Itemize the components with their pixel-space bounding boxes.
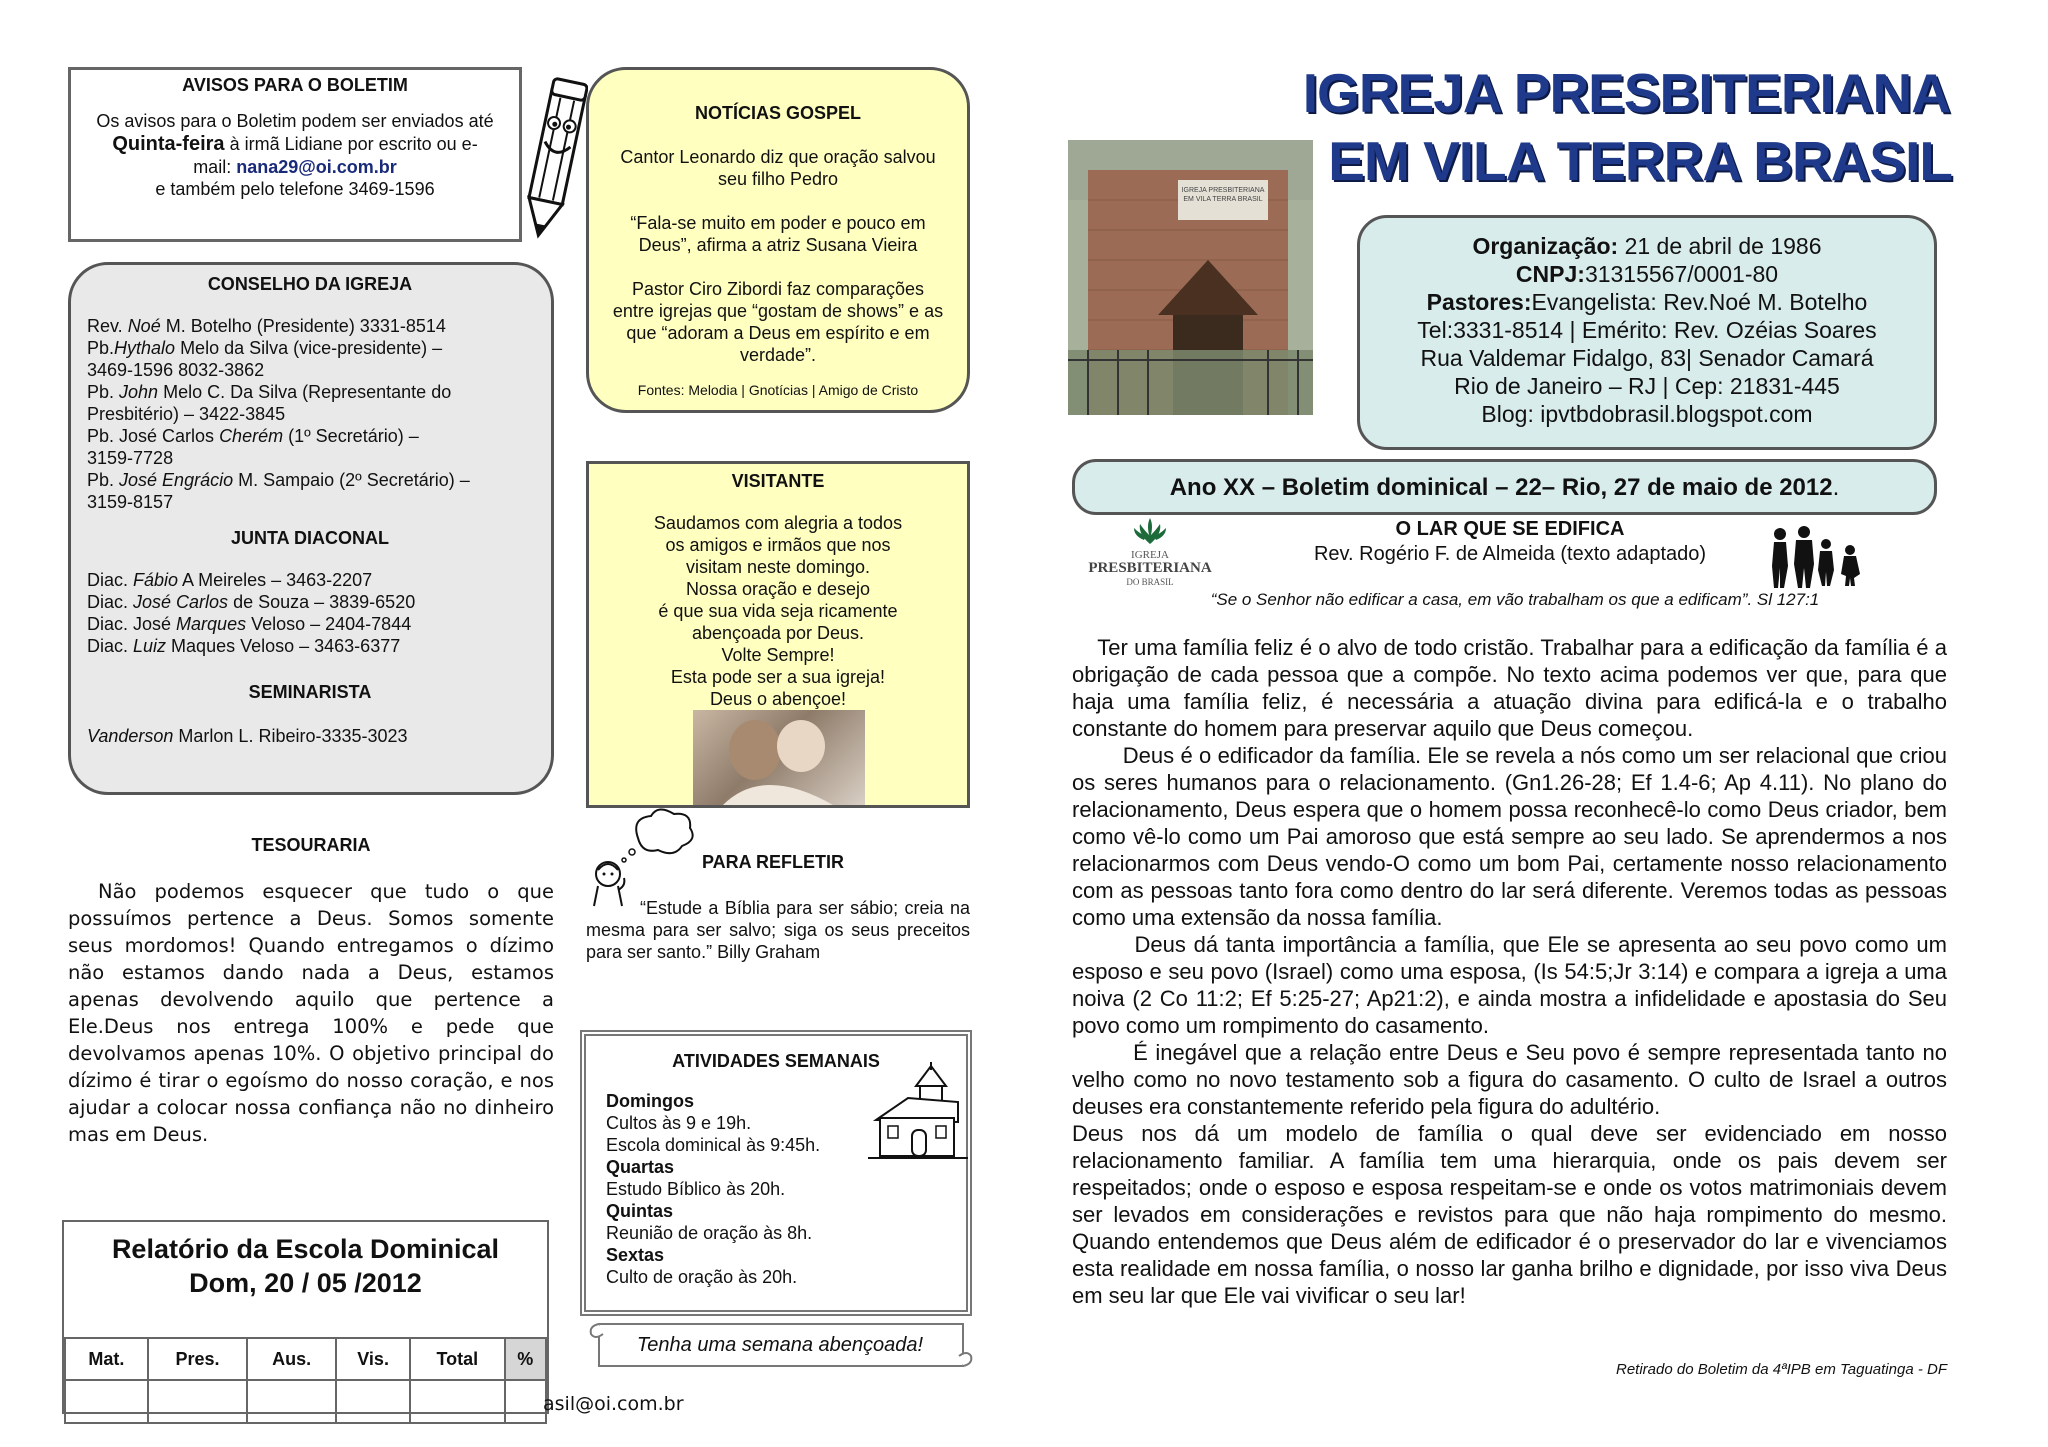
church-title-line1: IGREJA PRESBITERIANA — [1302, 62, 1950, 124]
conselho-member-name-italic: Noé — [127, 316, 161, 336]
cnpj-label: CNPJ: — [1515, 261, 1585, 287]
conselho-member-line-text: 3159-7728 — [87, 448, 174, 468]
visitante-line: Deus o abençoe! — [709, 689, 847, 709]
visitante-line: abençoada por Deus. — [691, 623, 865, 643]
conselho-member-line — [87, 403, 533, 425]
relatorio-empty-cell[interactable] — [336, 1380, 410, 1423]
hug-photo — [693, 710, 865, 805]
atividades-day: Quartas — [606, 1157, 675, 1177]
article-body — [1072, 634, 1954, 1309]
atividades-title: ATIVIDADES SEMANAIS — [672, 1051, 880, 1071]
relatorio-column-header: Mat. — [65, 1338, 148, 1380]
relatorio-empty-cell[interactable] — [247, 1380, 336, 1423]
avisos-line1: Os avisos para o Boletim podem ser enviados até — [96, 111, 494, 131]
atividades-box — [580, 1030, 972, 1316]
pastores-value: Evangelista: Rev.Noé M. Botelho — [1531, 289, 1868, 315]
relatorio-column-header: Total — [410, 1338, 505, 1380]
conselho-member-line-rest: (1º Secretário) – — [283, 426, 419, 446]
relatorio-title: Relatório da Escola Dominical — [111, 1234, 500, 1264]
noticias-title: NOTÍCIAS GOSPEL — [694, 103, 862, 123]
info-city: Rio de Janeiro – RJ | Cep: 21831-445 — [1454, 373, 1840, 399]
conselho-member-line — [87, 337, 533, 359]
junta-member-line — [87, 569, 533, 591]
tesouraria-title: TESOURARIA — [251, 835, 371, 855]
conselho-member-line — [87, 491, 533, 513]
conselho-member-line-text: Rev. — [87, 316, 128, 336]
junta-member-line-text: Diac. — [87, 592, 134, 612]
visitante-line: Esta pode ser a sua igreja! — [670, 667, 886, 687]
conselho-member-line-text: Pb. — [87, 470, 120, 490]
relatorio-empty-row — [65, 1380, 546, 1423]
visitante-line: Volte Sempre! — [721, 645, 835, 665]
junta-member-line-rest: Maques Veloso – 3463-6377 — [166, 636, 401, 656]
visitante-line: Nossa oração e desejo — [685, 579, 871, 599]
avisos-email-link[interactable]: nana29@oi.com.br — [236, 157, 397, 177]
ipb-logo — [1088, 516, 1212, 590]
relatorio-column-header: Vis. — [336, 1338, 410, 1380]
scroll-banner — [585, 1318, 975, 1374]
conselho-member-line — [87, 381, 533, 403]
atividades-day: Sextas — [606, 1245, 665, 1265]
church-photo — [1068, 140, 1313, 415]
atividades-item: Estudo Bíblico às 20h. — [606, 1179, 786, 1199]
info-blog-link[interactable]: Blog: ipvtbdobrasil.blogspot.com — [1481, 401, 1813, 427]
article-paragraph: Deus nos dá um modelo de família o qual deve ser evidenciado em nosso relacionamento familiar. A família tem uma hierarquia, onde os pais devem ser respeitados; onde o esposo e esposa respeitam-se e onde os votos matrimoniais devem ser levados em considerações e revistos para que não haja rompimento do mesmo. Quando entendemos que Deus além de edificador é o preservador do lar e vivenciamos esta realidade em nossa família, o nosso lar ganha brilho e dignidade, por isso viva Deus em seu lar que Ele vai vivificar o seu lar! — [1072, 1121, 1954, 1308]
family-silhouette-icon — [1762, 526, 1870, 588]
conselho-member-name-italic: Hythalo — [114, 338, 176, 358]
visitante-message — [589, 512, 967, 710]
conselho-member-line-text: Pb. — [87, 382, 120, 402]
noticias-box — [586, 67, 970, 413]
conselho-member-name-italic: José Engrácio — [119, 470, 234, 490]
relatorio-column-header: Aus. — [247, 1338, 336, 1380]
thinking-person-icon — [586, 808, 696, 908]
atividades-item: Escola dominical às 9:45h. — [606, 1135, 821, 1155]
visitante-line: é que sua vida seja ricamente — [658, 601, 898, 621]
relatorio-date: Dom, 20 / 05 /2012 — [189, 1268, 422, 1298]
junta-member-line-rest: A Meireles – 3463-2207 — [178, 570, 373, 590]
logo-line2: PRESBITERIANA — [1088, 560, 1212, 576]
church-info-box — [1357, 215, 1937, 450]
org-value: 21 de abril de 1986 — [1618, 233, 1822, 259]
atividades-item: Reunião de oração às 8h. — [606, 1223, 813, 1243]
conselho-member-line-text: Pb. José Carlos — [87, 426, 220, 446]
junta-title: JUNTA DIACONAL — [231, 528, 389, 548]
junta-members-list — [87, 569, 533, 657]
footer-email-fragment: asil@oi.com.br — [543, 1393, 684, 1415]
atividades-day: Domingos — [606, 1091, 694, 1111]
atividades-day: Quintas — [606, 1201, 674, 1221]
relatorio-empty-cell[interactable] — [148, 1380, 247, 1423]
conselho-member-line-rest: Melo C. Da Silva (Representante do — [158, 382, 452, 402]
atividades-item: Culto de oração às 20h. — [606, 1267, 798, 1287]
conselho-member-line-text: 3469-1596 8032-3862 — [87, 360, 265, 380]
relatorio-empty-cell[interactable] — [410, 1380, 505, 1423]
conselho-member-line — [87, 447, 533, 469]
relatorio-column-header: Pres. — [148, 1338, 247, 1380]
edition-text: Ano XX – Boletim dominical – 22– Rio, 27 de maio de 2012 — [1169, 474, 1833, 501]
noticias-item-1: Cantor Leonardo diz que oração salvou seu filho Pedro — [620, 147, 936, 189]
junta-member-line — [87, 591, 533, 613]
relatorio-column-header: % — [505, 1338, 546, 1380]
logo-line1: IGREJA — [1131, 549, 1169, 561]
avisos-line3: e também pelo telefone 3469-1596 — [155, 179, 435, 199]
noticias-item-3: Pastor Ciro Zibordi faz comparações entre igrejas que “gostam de shows” e as que “adoram a Deus em espírito e em verdade”. — [612, 279, 944, 365]
conselho-member-line-rest: M. Sampaio (2º Secretário) – — [233, 470, 470, 490]
church-sign-text: IGREJA PRESBITERIANA EM VILA TERRA BRASIL — [1181, 187, 1265, 203]
junta-member-line-rest: Veloso – 2404-7844 — [246, 614, 412, 634]
article-paragraph: Deus dá tanta importância a família, que Ele se apresenta ao seu povo como um esposo e seu povo (Israel) como uma esposa, (Is 54:5;Jr 3:14) e compara a igreja a uma noiva (2 Co 11:2; Ef 5:25-27; Ap21:2), e ainda mostra a infidelidade e apostasia do Seu povo como um rompimento do casamento. — [1072, 932, 1954, 1038]
conselho-member-line-text: Pb. — [87, 338, 115, 358]
article-paragraph: Ter uma família feliz é o alvo de todo cristão. Trabalhar para a edificação da família é a obrigação de cada pessoa que a compõe. No texto acima podemos ver que, para que haja uma família feliz, é necessária a atuação divina para edificá-la e o trabalho constante do homem para preservar aquilo que Deus começou. — [1072, 635, 1954, 741]
article-title: O LAR QUE SE EDIFICA — [1395, 518, 1625, 540]
refletir-text: “Estude a Bíblia para ser sábio; creia na mesma para ser salvo; siga os seus preceitos para ser santo.” Billy Graham — [586, 898, 970, 962]
bush-logo-icon — [1088, 516, 1212, 546]
info-tel: Tel:3331-8514 | Emérito: Rev. Ozéias Soares — [1417, 317, 1877, 343]
info-address: Rua Valdemar Fidalgo, 83| Senador Camará — [1420, 345, 1874, 371]
article-author: Rev. Rogério F. de Almeida (texto adaptado) — [1313, 543, 1707, 565]
logo-line3: DO BRASIL — [1126, 577, 1174, 587]
visitante-line: Saudamos com alegria a todos — [653, 513, 903, 533]
visitante-line: os amigos e irmãos que nos — [665, 535, 891, 555]
avisos-weekday: Quinta-feira — [112, 133, 225, 155]
junta-member-line-rest: de Souza – 3839-6520 — [228, 592, 416, 612]
seminarista-name-italic: Vanderson — [87, 726, 174, 746]
junta-member-name-italic: Luiz — [133, 636, 167, 656]
seminarista-title: SEMINARISTA — [248, 682, 372, 702]
article-paragraph: Deus é o edificador da família. Ele se revela a nós como um ser relacional que criou os seres humanos para o relacionamento. (Gn1.26-28; Ef 1.4-6; Ap 4.11). No plano do relacionamento, Deus espera que o homem possa reconhecê-lo como Deus criador, bem como vê-lo como um Pai amoroso que está sempre ao seu lado. Se aprendermos a nos relacionarmos com Deus vendo-O como um bom Pai, certamente nosso relacionamento com as pessoas tanto fora como dentro do lar será diferente. Veremos todas as pessoas como uma extensão da nossa família. — [1072, 743, 1954, 930]
org-label: Organização: — [1472, 233, 1619, 259]
conselho-member-line-text: Presbitério) – 3422-3845 — [87, 404, 286, 424]
relatorio-empty-cell[interactable] — [505, 1380, 546, 1423]
relatorio-header-row — [65, 1338, 546, 1380]
article-epigraph: “Se o Senhor não edificar a casa, em vão trabalham os que a edificam”. Sl 127:1 — [1210, 590, 1820, 609]
tesouraria-text: Não podemos esquecer que tudo o que possuímos pertence a Deus. Somos somente seus mordomos! Quando entregamos o dízimo não estamos dando nada a Deus, estamos apenas devolvendo aquilo que pertence a Ele.Deus nos entrega 100% e pede que devolvamos apenas 10%. O objetivo principal do dízimo é tirar o egoísmo do nosso coração, e nos ajudar a colocar nossa confiança não no dinheiro mas em Deus. — [68, 880, 554, 1146]
conselho-members-list — [87, 315, 533, 513]
visitante-title: VISITANTE — [731, 471, 825, 491]
conselho-member-line-rest: M. Botelho (Presidente) 3331-8514 — [160, 316, 446, 336]
junta-member-line-text: Diac. — [87, 570, 134, 590]
conselho-member-line — [87, 425, 533, 447]
conselho-member-line-text: 3159-8157 — [87, 492, 174, 512]
article-source: Retirado do Boletim da 4ªIPB em Taguatinga - DF — [1615, 1361, 1947, 1378]
junta-member-name-italic: Marques — [176, 614, 247, 634]
conselho-member-line-rest: Melo da Silva (vice-presidente) – — [175, 338, 443, 358]
junta-member-name-italic: José Carlos — [133, 592, 229, 612]
visitante-line: visitam neste domingo. — [685, 557, 871, 577]
junta-member-line-text: Diac. — [87, 636, 134, 656]
avisos-line2: à irmã Lidiane por escrito ou e- — [224, 134, 478, 154]
junta-member-line — [87, 635, 533, 657]
conselho-member-line — [87, 359, 533, 381]
relatorio-box — [62, 1220, 549, 1414]
seminarista-rest: Marlon L. Ribeiro-3335-3023 — [173, 726, 408, 746]
junta-member-line-text: Diac. José — [87, 614, 177, 634]
refletir-title: PARA REFLETIR — [702, 852, 844, 872]
edition-bar — [1072, 459, 1937, 515]
relatorio-empty-cell[interactable] — [65, 1380, 148, 1423]
conselho-box — [68, 262, 554, 795]
conselho-member-name-italic: Cherém — [219, 426, 284, 446]
pastores-label: Pastores: — [1426, 289, 1532, 315]
relatorio-table — [64, 1337, 547, 1424]
conselho-member-line — [87, 315, 533, 337]
noticias-sources: Fontes: Melodia | Gnotícias | Amigo de Cristo — [637, 382, 919, 398]
noticias-item-2: “Fala-se muito em poder e pouco em Deus”, afirma a atriz Susana Vieira — [630, 213, 926, 255]
church-title-line2: EM VILA TERRA BRASIL — [1328, 130, 1952, 192]
conselho-member-name-italic: John — [119, 382, 159, 402]
atividades-item: Cultos às 9 e 19h. — [606, 1113, 752, 1133]
avisos-box — [68, 67, 522, 242]
church-building-icon — [868, 1062, 968, 1162]
junta-member-name-italic: Fábio — [133, 570, 179, 590]
visitante-box — [586, 461, 970, 808]
junta-member-line — [87, 613, 533, 635]
conselho-title: CONSELHO DA IGREJA — [207, 274, 413, 294]
cnpj-value: 31315567/0001-80 — [1584, 261, 1779, 287]
conselho-member-line — [87, 469, 533, 491]
banner-text: Tenha uma semana abençoada! — [636, 1334, 924, 1356]
pencil-mascot-icon — [522, 72, 588, 242]
avisos-title: AVISOS PARA O BOLETIM — [182, 75, 408, 95]
article-paragraph: É inegável que a relação entre Deus e Seu povo é sempre representada tanto no velho como no novo testamento sob a figura do casamento. O culto de Israel a outros deuses era constantemente referido pela figura do adultério. — [1072, 1040, 1954, 1119]
avisos-mail-label: mail: — [193, 157, 237, 177]
edition-dot: . — [1832, 474, 1840, 501]
